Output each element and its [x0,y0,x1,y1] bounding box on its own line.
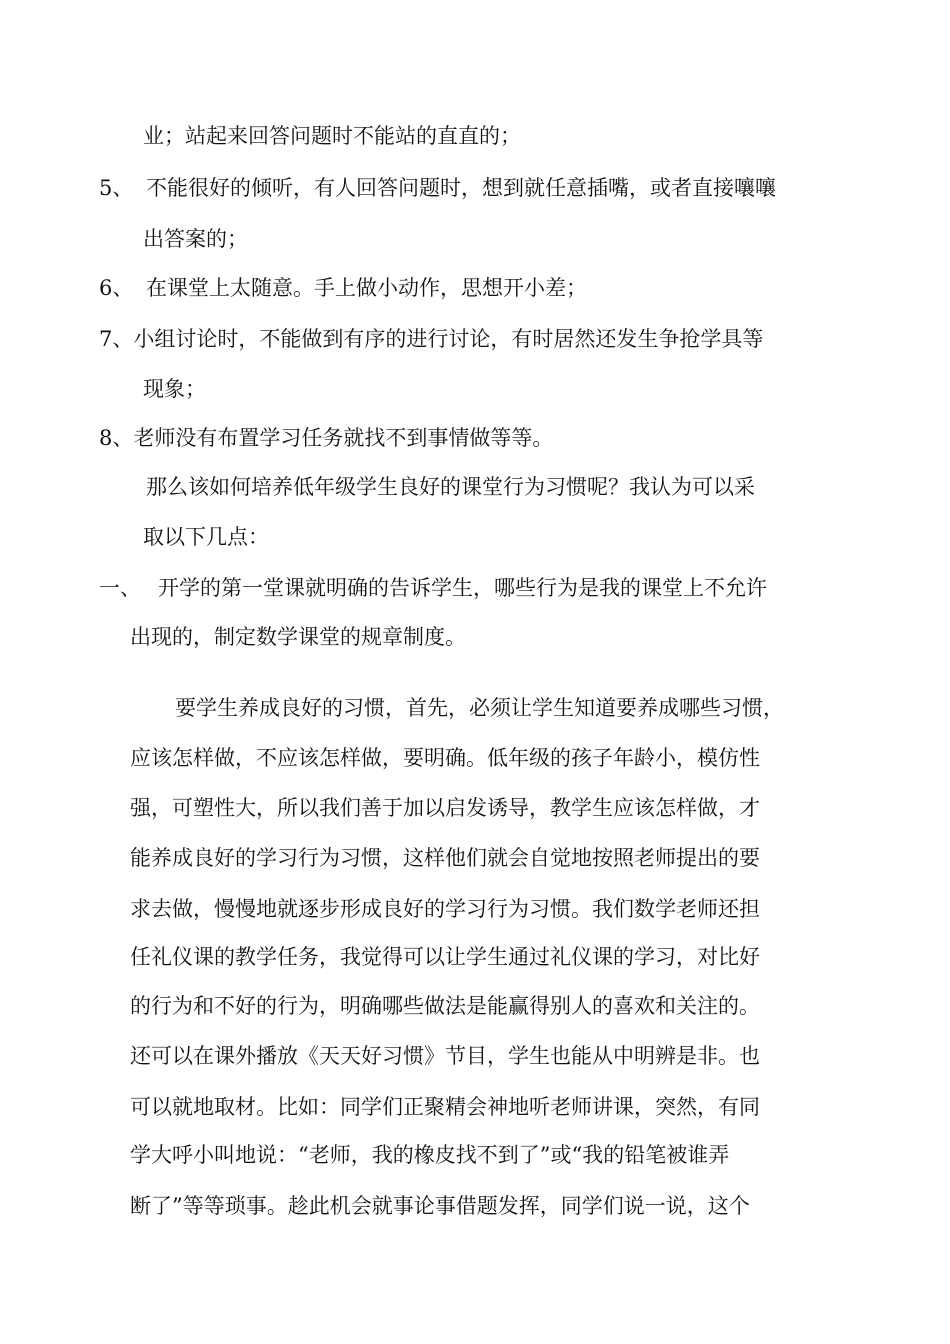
list-marker: 5、 [99,176,134,200]
text-line: 开学的第一堂课就明确的告诉学生，哪些行为是我的课堂上不允许 [158,576,767,600]
text-line: 任礼仪课的教学任务，我觉得可以让学生通过礼仪课的学习，对比好 [130,945,760,969]
text-line: 8、老师没有布置学习任务就找不到事情做等等。 [99,426,554,450]
text-line: 出现的，制定数学课堂的规章制度。 [130,625,466,649]
text-line: 出答案的； [143,227,248,251]
list-marker: 6、 [99,276,134,300]
text-line: 可以就地取材。比如：同学们正聚精会神地听老师讲课，突然，有同 [130,1095,760,1119]
text-line: 还可以在课外播放《天天好习惯》节目，学生也能从中明辨是非。也 [130,1044,760,1068]
text-line: 求去做，慢慢地就逐步形成良好的学习行为习惯。我们数学老师还担 [130,897,760,921]
text-line: 不能很好的倾听，有人回答问题时，想到就任意插嘴，或者直接嚷嚷 [146,176,776,200]
text-line: 的行为和不好的行为，明确哪些做法是能赢得别人的喜欢和关注的。 [130,994,760,1018]
text-line: 那么该如何培养低年级学生良好的课堂行为习惯呢？我认为可以采 [146,475,755,499]
text-line: 应该怎样做，不应该怎样做，要明确。低年级的孩子年龄小，模仿性 [130,746,760,770]
text-line: 断了”等等琐事。趁此机会就事论事借题发挥，同学们说一说，这个 [130,1194,750,1218]
text-line: 现象； [143,377,206,401]
text-line: 业；站起来回答问题时不能站的直直的； [143,124,521,148]
text-line: 取以下几点： [143,525,269,549]
section-marker: 一、 [99,576,141,600]
text-line: 要学生养成良好的习惯，首先，必须让学生知道要养成哪些习惯， [175,696,784,720]
text-line: 7、小组讨论时，不能做到有序的进行讨论，有时居然还发生争抢学具等 [99,327,764,351]
text-line: 能养成良好的学习行为习惯，这样他们就会自觉地按照老师提出的要 [130,846,760,870]
text-line: 学大呼小叫地说：“老师，我的橡皮找不到了”或“我的铅笔被谁弄 [130,1143,730,1167]
text-line: 在课堂上太随意。手上做小动作，思想开小差； [146,276,587,300]
text-line: 强，可塑性大，所以我们善于加以启发诱导，教学生应该怎样做，才 [130,796,760,820]
